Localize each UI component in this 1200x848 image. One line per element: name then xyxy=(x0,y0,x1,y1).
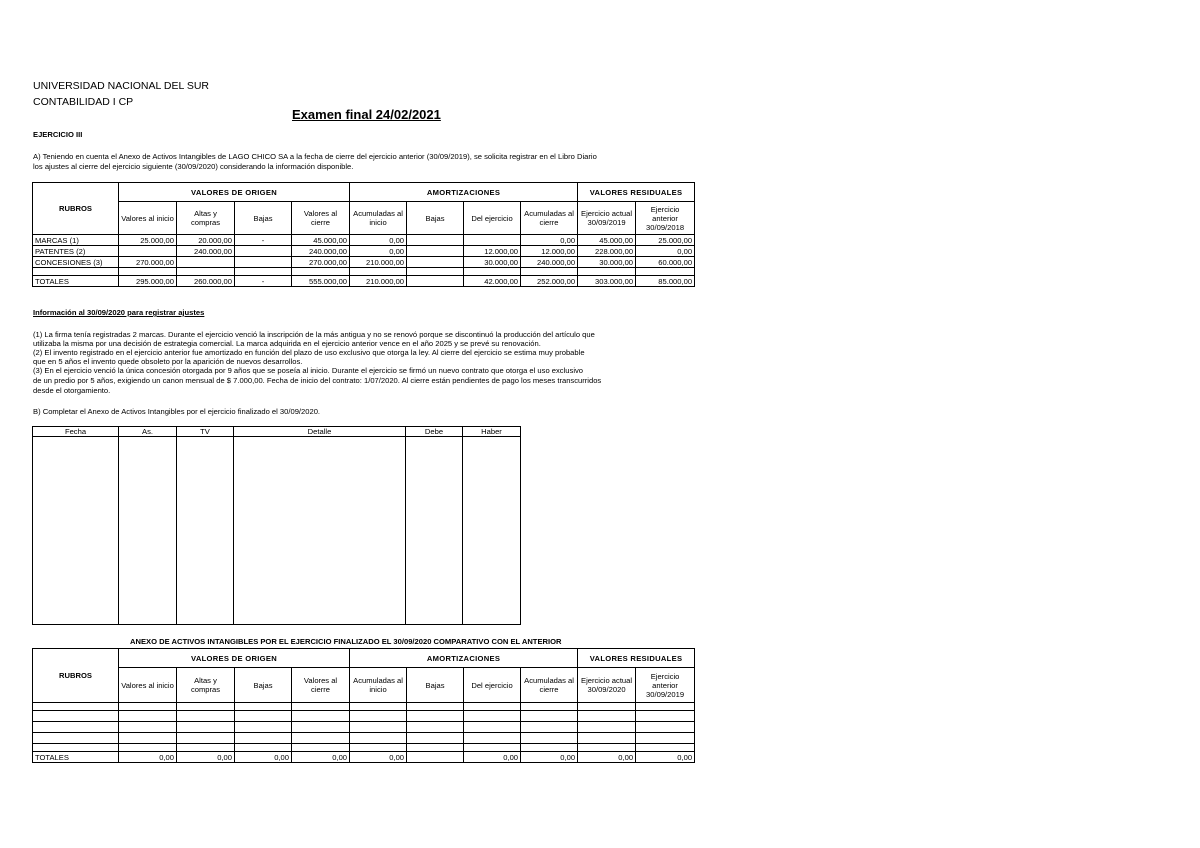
journal-cell[interactable] xyxy=(234,437,406,625)
cell: 0,00 xyxy=(578,752,636,763)
col-header: Del ejercicio xyxy=(464,202,521,235)
table-row xyxy=(33,268,695,276)
cell xyxy=(235,246,292,257)
col-header: Valores al cierre xyxy=(292,202,350,235)
journal-cell[interactable] xyxy=(463,437,521,625)
group-valores-origen: VALORES DE ORIGEN xyxy=(119,649,350,668)
table-row xyxy=(33,246,695,257)
cell: 555.000,00 xyxy=(292,276,350,287)
cell xyxy=(407,752,464,763)
journal-col-debe: Debe xyxy=(406,427,463,437)
totals-label: TOTALES xyxy=(33,276,119,287)
col-header: Del ejercicio xyxy=(464,668,521,703)
cell: 210.000,00 xyxy=(350,257,407,268)
col-header: Ejercicio anterior 30/09/2019 xyxy=(636,668,695,703)
info-title: Información al 30/09/2020 para registrar ajustes xyxy=(33,308,205,317)
col-header: Altas y compras xyxy=(177,668,235,703)
cell: 0,00 xyxy=(350,235,407,246)
statement-a-line-1: A) Teniendo en cuenta el Anexo de Activos Intangibles de LAGO CHICO SA a la fecha de cierre del ejercicio anterior (30/09/2019), se solicita registrar en el Libro Diario xyxy=(33,152,597,161)
cell: 270.000,00 xyxy=(292,257,350,268)
cell: 0,00 xyxy=(636,246,695,257)
row-name: PATENTES (2) xyxy=(33,246,119,257)
journal-table xyxy=(32,426,521,625)
cell: 228.000,00 xyxy=(578,246,636,257)
cell: 25.000,00 xyxy=(119,235,177,246)
cell xyxy=(177,257,235,268)
cell: 240.000,00 xyxy=(292,246,350,257)
cell: 60.000,00 xyxy=(636,257,695,268)
exercise-label: EJERCICIO III xyxy=(33,130,83,139)
table-row xyxy=(33,722,695,733)
col-header: Valores al inicio xyxy=(119,202,177,235)
cell: 0,00 xyxy=(521,752,578,763)
cell: 252.000,00 xyxy=(521,276,578,287)
col-header: Valores al inicio xyxy=(119,668,177,703)
journal-col-tv: TV xyxy=(177,427,234,437)
cell: 42.000,00 xyxy=(464,276,521,287)
statement-a-line-2: los ajustes al cierre del ejercicio siguiente (30/09/2020) considerando la información disponible. xyxy=(33,162,354,171)
col-header: Altas y compras xyxy=(177,202,235,235)
cell: 0,00 xyxy=(636,752,695,763)
info-line: (2) El invento registrado en el ejercicio anterior fue amortizado en función del plazo de uso exclusivo que otorga la ley. Al cierre del ejercicio se estima muy probable xyxy=(33,348,585,357)
info-line: que en 5 años el invento quede obsoleto por la aparición de nuevos desarrollos. xyxy=(33,357,303,366)
journal-col-detalle: Detalle xyxy=(234,427,406,437)
university-name: UNIVERSIDAD NACIONAL DEL SUR xyxy=(33,80,210,92)
col-header: Ejercicio anterior 30/09/2018 xyxy=(636,202,695,235)
col-header: Valores al cierre xyxy=(292,668,350,703)
cell: 240.000,00 xyxy=(177,246,235,257)
journal-cell[interactable] xyxy=(119,437,177,625)
info-line: utilizaba la misma por una decisión de estrategia comercial. La marca adquirida en el ejercicio anterior vence en el año 2025 y se prevé su renovación. xyxy=(33,339,541,348)
col-header: Bajas xyxy=(407,668,464,703)
cell: 240.000,00 xyxy=(521,257,578,268)
info-line: (1) La firma tenía registradas 2 marcas. Durante el ejercicio venció la inscripción de la más antigua y no se renovó porque se discontinuó la producción del artículo que xyxy=(33,330,595,339)
cell xyxy=(407,235,464,246)
col-header: Ejercicio actual 30/09/2020 xyxy=(578,668,636,703)
intangibles-table-2019 xyxy=(32,182,695,287)
cell: 30.000,00 xyxy=(464,257,521,268)
col-header: Bajas xyxy=(235,202,292,235)
cell: 0,00 xyxy=(464,752,521,763)
totals-label: TOTALES xyxy=(33,752,119,763)
cell: 295.000,00 xyxy=(119,276,177,287)
rubros-header: RUBROS xyxy=(33,649,119,703)
totals-row xyxy=(33,752,695,763)
cell: 25.000,00 xyxy=(636,235,695,246)
cell: 0,00 xyxy=(292,752,350,763)
col-header: Acumuladas al inicio xyxy=(350,668,407,703)
journal-cell[interactable] xyxy=(406,437,463,625)
info-line: desde el otorgamiento. xyxy=(33,386,111,395)
group-valores-residuales: VALORES RESIDUALES xyxy=(578,183,695,202)
cell: 210.000,00 xyxy=(350,276,407,287)
row-name: MARCAS (1) xyxy=(33,235,119,246)
cell xyxy=(119,246,177,257)
annex-title: ANEXO DE ACTIVOS INTANGIBLES POR EL EJERCICIO FINALIZADO EL 30/09/2020 COMPARATIVO CON EL ANTERIOR xyxy=(130,637,562,646)
journal-cell[interactable] xyxy=(177,437,234,625)
cell: - xyxy=(235,235,292,246)
col-header: Acumuladas al cierre xyxy=(521,202,578,235)
intangibles-table-2020 xyxy=(32,648,695,763)
cell xyxy=(407,276,464,287)
cell: 20.000,00 xyxy=(177,235,235,246)
cell: 0,00 xyxy=(350,752,407,763)
cell xyxy=(464,235,521,246)
statement-b: B) Completar el Anexo de Activos Intangibles por el ejercicio finalizado el 30/09/2020. xyxy=(33,407,321,416)
cell: 85.000,00 xyxy=(636,276,695,287)
cell: 260.000,00 xyxy=(177,276,235,287)
table-row xyxy=(33,733,695,744)
col-header: Bajas xyxy=(235,668,292,703)
cell: 0,00 xyxy=(119,752,177,763)
cell: - xyxy=(235,276,292,287)
col-header: Bajas xyxy=(407,202,464,235)
journal-cell[interactable] xyxy=(33,437,119,625)
journal-body-row xyxy=(33,437,521,625)
cell: 30.000,00 xyxy=(578,257,636,268)
cell: 0,00 xyxy=(177,752,235,763)
cell xyxy=(407,257,464,268)
cell: 0,00 xyxy=(235,752,292,763)
group-valores-origen: VALORES DE ORIGEN xyxy=(119,183,350,202)
cell xyxy=(235,257,292,268)
table-row xyxy=(33,711,695,722)
row-name: CONCESIONES (3) xyxy=(33,257,119,268)
cell: 303.000,00 xyxy=(578,276,636,287)
info-line: (3) En el ejercicio venció la única concesión otorgada por 9 años que se poseía al inicio. Durante el ejercicio se firmó un nuevo contrato que otorga el uso exclusivo xyxy=(33,366,584,375)
table-row xyxy=(33,744,695,752)
info-line: de un predio por 5 años, exigiendo un canon mensual de $ 7.000,00. Fecha de inicio del contrato: 1/07/2020. Al cierre están pendientes de pago los meses transcurridos xyxy=(33,376,602,385)
cell: 45.000,00 xyxy=(292,235,350,246)
col-header: Acumuladas al inicio xyxy=(350,202,407,235)
journal-col-haber: Haber xyxy=(463,427,521,437)
cell: 0,00 xyxy=(521,235,578,246)
cell: 12.000,00 xyxy=(521,246,578,257)
journal-col-asiento: As. xyxy=(119,427,177,437)
cell: 45.000,00 xyxy=(578,235,636,246)
table-row xyxy=(33,257,695,268)
group-amortizaciones: AMORTIZACIONES xyxy=(350,183,578,202)
col-header: Acumuladas al cierre xyxy=(521,668,578,703)
cell: 12.000,00 xyxy=(464,246,521,257)
rubros-header: RUBROS xyxy=(33,183,119,235)
totals-row xyxy=(33,276,695,287)
course-name: CONTABILIDAD I CP xyxy=(33,96,134,108)
group-amortizaciones: AMORTIZACIONES xyxy=(350,649,578,668)
exam-title: Examen final 24/02/2021 xyxy=(292,107,441,122)
col-header: Ejercicio actual 30/09/2019 xyxy=(578,202,636,235)
journal-col-fecha: Fecha xyxy=(33,427,119,437)
cell xyxy=(407,246,464,257)
table-row xyxy=(33,235,695,246)
cell: 270.000,00 xyxy=(119,257,177,268)
table-row xyxy=(33,703,695,711)
group-valores-residuales: VALORES RESIDUALES xyxy=(578,649,695,668)
cell: 0,00 xyxy=(350,246,407,257)
